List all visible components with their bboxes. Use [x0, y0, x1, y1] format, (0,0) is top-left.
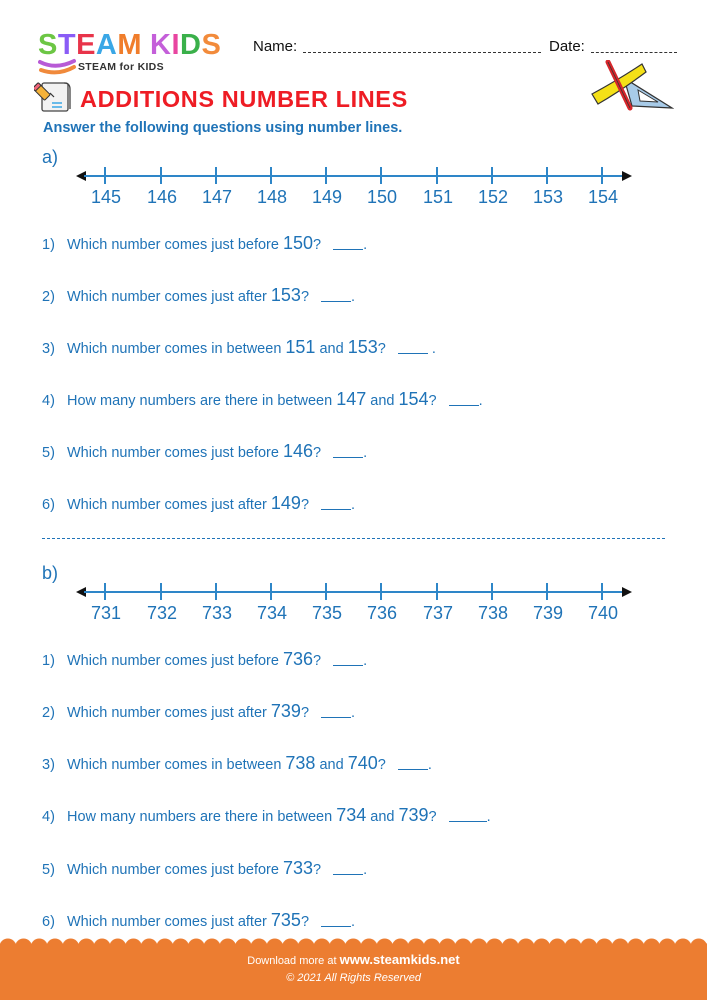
pencil-paper-icon — [34, 77, 74, 113]
date-input-line[interactable] — [591, 52, 677, 53]
answer-blank[interactable] — [321, 926, 351, 927]
name-input-line[interactable] — [303, 52, 541, 53]
answer-blank[interactable] — [333, 249, 363, 250]
logo-wordmark — [38, 30, 221, 60]
question-a3: 3) Which number comes in between 151 and 153? . — [42, 337, 436, 357]
tick — [380, 167, 382, 184]
tick — [601, 583, 603, 600]
logo-letter: S — [201, 29, 222, 61]
tick — [546, 167, 548, 184]
steam-kids-logo — [38, 30, 238, 80]
number-line-axis — [84, 175, 624, 177]
tick — [325, 583, 327, 600]
tick — [436, 167, 438, 184]
tick-label: 735 — [311, 603, 343, 623]
tick — [104, 583, 106, 600]
tick-label: 149 — [311, 187, 343, 207]
logo-letter: E — [76, 29, 96, 61]
logo-letter: I — [171, 29, 181, 61]
answer-blank[interactable] — [449, 405, 479, 406]
question-a2: 2) Which number comes just after 153? . — [42, 285, 356, 305]
tick-label: 154 — [587, 187, 619, 207]
name-label: Name: — [253, 38, 298, 55]
footer-url-link[interactable]: www.steamkids.net — [339, 952, 460, 967]
tick-label: 737 — [422, 603, 454, 623]
section-a-label: a) — [42, 147, 59, 167]
tick — [160, 583, 162, 600]
answer-blank[interactable] — [321, 301, 351, 302]
question-a4: 4) How many numbers are there in between 147 and 154? . — [42, 389, 483, 409]
tick — [270, 583, 272, 600]
date-label: Date: — [549, 38, 585, 55]
footer-download-text: Download more at www.steamkids.net — [247, 952, 460, 967]
tick-label: 736 — [366, 603, 398, 623]
question-b6: 6) Which number comes just after 735? . — [42, 910, 356, 930]
number-line-b — [76, 581, 632, 631]
tick-label: 153 — [532, 187, 564, 207]
tick — [104, 167, 106, 184]
section-b-label: b) — [42, 563, 59, 583]
page-title: ADDITIONS NUMBER LINES — [80, 86, 408, 112]
answer-blank[interactable] — [449, 821, 487, 822]
tick-label: 734 — [256, 603, 288, 623]
arrow-right-icon — [622, 587, 632, 597]
logo-letter: S — [38, 29, 58, 61]
tick-label: 147 — [201, 187, 233, 207]
logo-letter: T — [57, 29, 77, 61]
answer-blank[interactable] — [333, 665, 363, 666]
answer-blank[interactable] — [321, 509, 351, 510]
tick — [215, 583, 217, 600]
answer-blank[interactable] — [398, 353, 428, 354]
tick-label: 732 — [146, 603, 178, 623]
number-line-a — [76, 165, 632, 215]
answer-blank[interactable] — [333, 457, 363, 458]
answer-blank[interactable] — [398, 769, 428, 770]
instructions: Answer the following questions using number lines. — [43, 120, 403, 136]
date-field[interactable] — [549, 38, 677, 55]
logo-letter: D — [180, 29, 202, 61]
tick-label: 731 — [90, 603, 122, 623]
answer-blank[interactable] — [321, 717, 351, 718]
question-a1: 1) Which number comes just before 150? . — [42, 233, 368, 253]
section-divider — [42, 538, 665, 539]
number-line-axis — [84, 591, 624, 593]
tick-label: 733 — [201, 603, 233, 623]
tick — [325, 167, 327, 184]
tick — [160, 167, 162, 184]
tick-label: 146 — [146, 187, 178, 207]
question-b3: 3) Which number comes in between 738 and 740? . — [42, 753, 432, 773]
footer-copyright: © 2021 All Rights Reserved — [286, 972, 421, 984]
tick — [601, 167, 603, 184]
tick-label: 739 — [532, 603, 564, 623]
tick-label: 152 — [477, 187, 509, 207]
tick — [436, 583, 438, 600]
tick-label: 150 — [366, 187, 398, 207]
logo-letter: K — [150, 29, 172, 61]
tick-label: 738 — [477, 603, 509, 623]
tick — [491, 583, 493, 600]
tick-label: 148 — [256, 187, 288, 207]
question-a6: 6) Which number comes just after 149? . — [42, 493, 356, 513]
logo-letter: M — [117, 29, 143, 61]
logo-letter: A — [95, 29, 118, 61]
tick — [546, 583, 548, 600]
ruler-pencil-setsquare-icon — [588, 60, 674, 114]
logo-swoosh-icon — [38, 58, 78, 78]
arrow-right-icon — [622, 171, 632, 181]
question-b1: 1) Which number comes just before 736? . — [42, 649, 368, 669]
question-b5: 5) Which number comes just before 733? . — [42, 858, 368, 878]
answer-blank[interactable] — [333, 874, 363, 875]
tick-label: 145 — [90, 187, 122, 207]
tick — [380, 583, 382, 600]
question-b2: 2) Which number comes just after 739? . — [42, 701, 356, 721]
tick-label: 151 — [422, 187, 454, 207]
name-field[interactable] — [253, 38, 541, 55]
question-a5: 5) Which number comes just before 146? . — [42, 441, 368, 461]
tick — [270, 167, 272, 184]
tick-label: 740 — [587, 603, 619, 623]
tick — [491, 167, 493, 184]
logo-tagline: STEAM for KIDS — [78, 61, 164, 73]
tick — [215, 167, 217, 184]
question-b4: 4) How many numbers are there in between 734 and 739? . — [42, 805, 491, 825]
